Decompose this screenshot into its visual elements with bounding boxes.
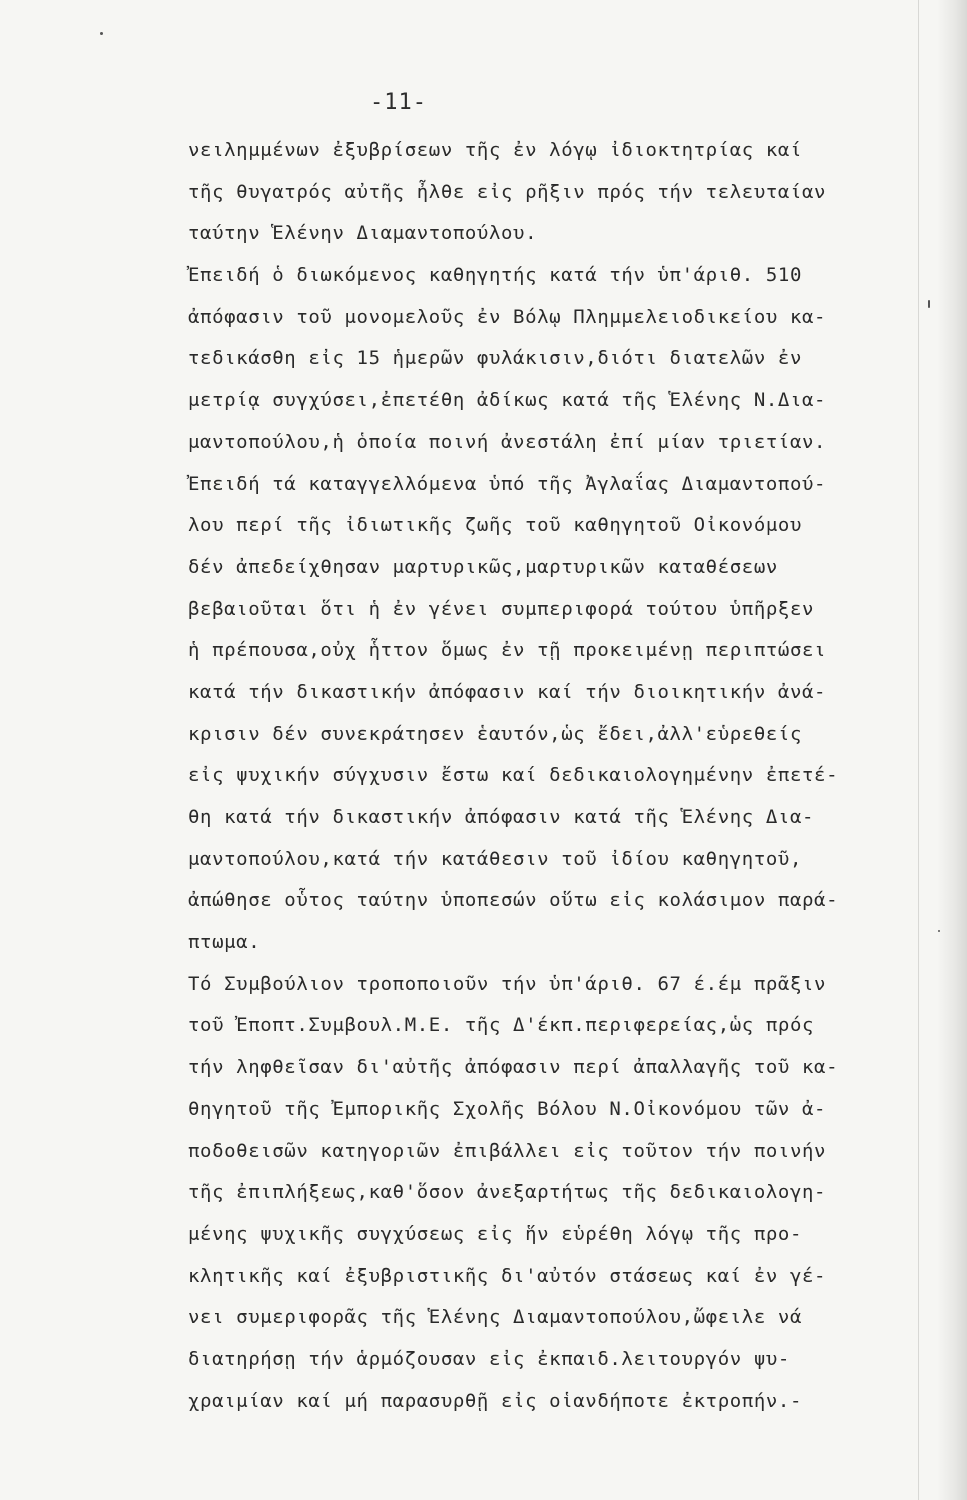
text-line: λου περί τῆς ἰδιωτικῆς ζωῆς τοῦ καθηγητοῦ Οἰκονόμου bbox=[188, 514, 802, 537]
text-line: τοῦ Ἐποπτ.Συμβουλ.Μ.Ε. τῆς Δ'έκπ.περιφερείας,ὡς πρός bbox=[188, 1014, 815, 1037]
text-line: πτωμα. bbox=[188, 931, 261, 954]
binding-line bbox=[918, 0, 919, 1500]
text-line: ταύτην Ἑλένην Διαμαντοπούλου. bbox=[188, 222, 538, 245]
page-edge-shadow bbox=[937, 0, 967, 1500]
text-line: χραιμίαν καί μή παρασυρθῇ εἰς οἱανδήποτε ἐκτροπήν.- bbox=[188, 1389, 802, 1412]
text-line: τεδικάσθη εἰς 15 ἡμερῶν φυλάκισιν,διότι διατελῶν ἐν bbox=[188, 347, 802, 370]
text-line: τήν ληφθεῖσαν δι'αὐτῆς ἀπόφασιν περί ἀπαλλαγῆς τοῦ κα- bbox=[188, 1056, 839, 1079]
text-line: ἡ πρέπουσα,οὐχ ἧττον ὅμως ἐν τῇ προκειμένῃ περιπτώσει bbox=[188, 639, 827, 662]
body-text bbox=[188, 130, 908, 1422]
text-line: τῆς ἐπιπλήξεως,καθ'ὅσον ἀνεξαρτήτως τῆς δεδικαιολογη- bbox=[188, 1181, 827, 1204]
text-line: διατηρήσῃ τήν ἁρμόζουσαν εἰς ἐκπαιδ.λειτουργόν ψυ- bbox=[188, 1347, 790, 1370]
scan-speck bbox=[100, 32, 103, 35]
text-line: θη κατά τήν δικαστικήν ἀπόφασιν κατά τῆς Ἑλένης Δια- bbox=[188, 806, 815, 828]
page-number: -11- bbox=[370, 90, 427, 115]
text-line: Ἐπειδή ὁ διωκόμενος καθηγητής κατά τήν ὑπ'άριθ. 510 bbox=[188, 264, 802, 287]
scan-speck bbox=[928, 300, 930, 308]
text-line: ἀπόφασιν τοῦ μονομελοῦς ἐν Βόλῳ Πλημμελειοδικείου κα- bbox=[188, 305, 827, 328]
text-line: κατά τήν δικαστικήν ἀπόφασιν καί τήν διοικητικήν ἀνά- bbox=[188, 680, 827, 703]
text-line: κρισιν δέν συνεκράτησεν ἑαυτόν,ὡς ἔδει,ἀλλ'εὑρεθείς bbox=[188, 722, 802, 745]
text-line: μαντοπούλου,ἡ ὁποία ποινή ἀνεστάλη ἐπί μίαν τριετίαν. bbox=[188, 430, 827, 453]
text-line: τῆς θυγατρός αὐτῆς ἦλθε εἰς ρῆξιν πρός τήν τελευταίαν bbox=[188, 180, 827, 203]
text-line: ποδοθεισῶν κατηγοριῶν ἐπιβάλλει εἰς τοῦτον τήν ποινήν bbox=[188, 1139, 827, 1162]
text-line: Τό Συμβούλιον τροποποιοῦν τήν ὑπ'άριθ. 67 έ.έμ πρᾶξιν bbox=[188, 972, 827, 995]
text-line: μαντοπούλου,κατά τήν κατάθεσιν τοῦ ἰδίου καθηγητοῦ, bbox=[188, 847, 802, 870]
text-line: κλητικῆς καί ἐξυβριστικῆς δι'αὐτόν στάσεως καί ἐν γέ- bbox=[188, 1264, 827, 1287]
text-line: μετρίᾳ συγχύσει,ἐπετέθη ἀδίκως κατά τῆς Ἑλένης Ν.Δια- bbox=[188, 389, 827, 412]
text-line: Ἐπειδή τά καταγγελλόμενα ὑπό τῆς Ἀγλαΐας Διαμαντοπού- bbox=[188, 472, 827, 495]
text-line: δέν ἀπεδείχθησαν μαρτυρικῶς,μαρτυρικῶν καταθέσεων bbox=[188, 555, 778, 578]
text-line: εἰς ψυχικήν σύγχυσιν ἔστω καί δεδικαιολογημένην ἐπετέ- bbox=[188, 764, 839, 787]
text-line: ἀπώθησε οὗτος ταύτην ὑποπεσών οὕτω εἰς κολάσιμον παρά- bbox=[188, 889, 839, 912]
text-line: θηγητοῦ τῆς Ἐμπορικῆς Σχολῆς Βόλου Ν.Οἰκονόμου τῶν ἀ- bbox=[188, 1097, 827, 1120]
text-line: μένης ψυχικῆς συγχύσεως εἰς ἥν εὑρέθη λόγῳ τῆς προ- bbox=[188, 1222, 802, 1245]
text-line: βεβαιοῦται ὅτι ἡ ἐν γένει συμπεριφορά τούτου ὑπῆρξεν bbox=[188, 597, 815, 620]
text-line: νει συμεριφορᾶς τῆς Ἑλένης Διαμαντοπούλου,ὤφειλε νά bbox=[188, 1306, 802, 1329]
text-line: νειλημμένων ἐξυβρίσεων τῆς ἐν λόγῳ ἰδιοκτητρίας καί bbox=[188, 139, 802, 161]
scan-speck bbox=[938, 930, 940, 932]
